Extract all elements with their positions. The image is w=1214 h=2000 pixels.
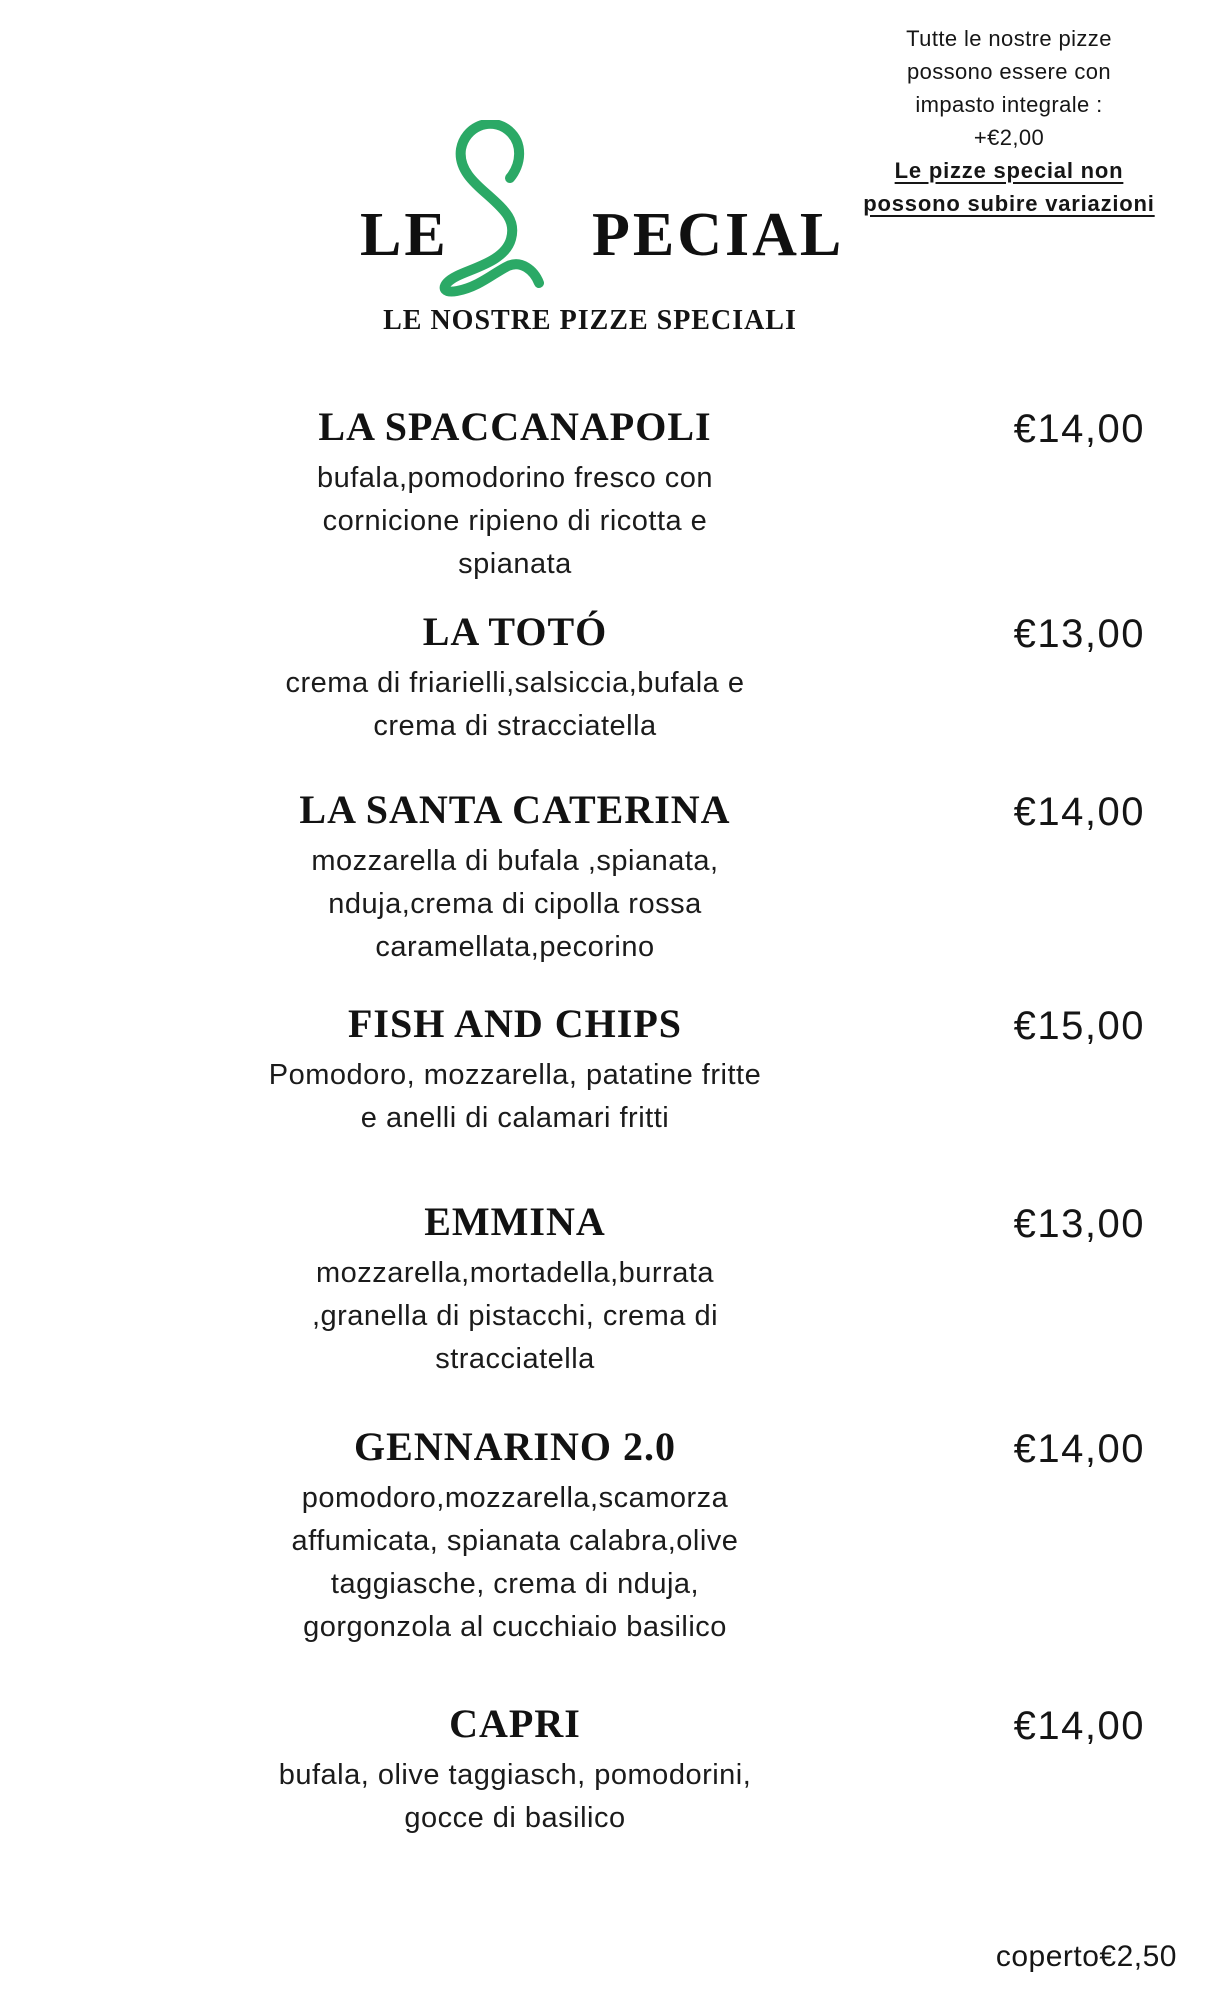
dough-note-surcharge: +€2,00 <box>973 125 1045 150</box>
menu-item-name: LA SANTA CATERINA <box>299 787 731 832</box>
menu-item-description: pomodoro,mozzarella,scamorza affumicata, spianata calabra,olive taggiasche, crema di nduja, gorgonzola al cucchiaio basilico <box>291 1482 739 1643</box>
menu-item-name: LA TOTÓ <box>422 609 608 654</box>
no-variation-note-line: possono subire variazioni <box>863 191 1155 216</box>
no-variation-note-line: Le pizze special non <box>894 158 1124 183</box>
menu-item-name: CAPRI <box>449 1701 581 1746</box>
menu-item-description: crema di friarielli,salsiccia,bufala e crema di stracciatella <box>285 667 745 742</box>
menu-item-description: bufala, olive taggiasch, pomodorini, gocce di basilico <box>278 1759 752 1834</box>
cover-charge: coperto€2,50 <box>995 1940 1177 1973</box>
menu-item-name: GENNARINO 2.0 <box>354 1424 676 1469</box>
menu-item-price: €14,00 <box>1013 1427 1145 1471</box>
menu-item-description: mozzarella di bufala ,spianata, nduja,crema di cipolla rossa caramellata,pecorino <box>311 845 719 963</box>
logo-text-pecial: PECIAL <box>592 201 845 269</box>
menu-item-price: €15,00 <box>1013 1004 1145 1048</box>
menu-subtitle: LE NOSTRE PIZZE SPECIALI <box>383 305 797 336</box>
menu-item-price: €13,00 <box>1013 612 1145 656</box>
logo-text-le: LE <box>360 201 449 269</box>
menu-item-price: €14,00 <box>1013 407 1145 451</box>
menu-item-price: €14,00 <box>1013 790 1145 834</box>
menu-item-name: EMMINA <box>424 1199 606 1244</box>
menu-item-description: mozzarella,mortadella,burrata ,granella di pistacchi, crema di stracciatella <box>311 1257 719 1375</box>
menu-item-description: Pomodoro, mozzarella, patatine fritte e anelli di calamari fritti <box>268 1059 762 1134</box>
dough-note-line: impasto integrale : <box>915 92 1103 117</box>
menu-item-price: €13,00 <box>1013 1202 1145 1246</box>
menu-item-price: €14,00 <box>1013 1704 1145 1748</box>
menu-item-description: bufala,pomodorino fresco con cornicione ripieno di ricotta e spianata <box>316 462 714 580</box>
menu-item-name: FISH AND CHIPS <box>347 1001 683 1046</box>
dough-note-line: possono essere con <box>906 59 1112 84</box>
dough-note-line: Tutte le nostre pizze <box>906 26 1112 51</box>
menu-item-name: LA SPACCANAPOLI <box>318 404 712 449</box>
